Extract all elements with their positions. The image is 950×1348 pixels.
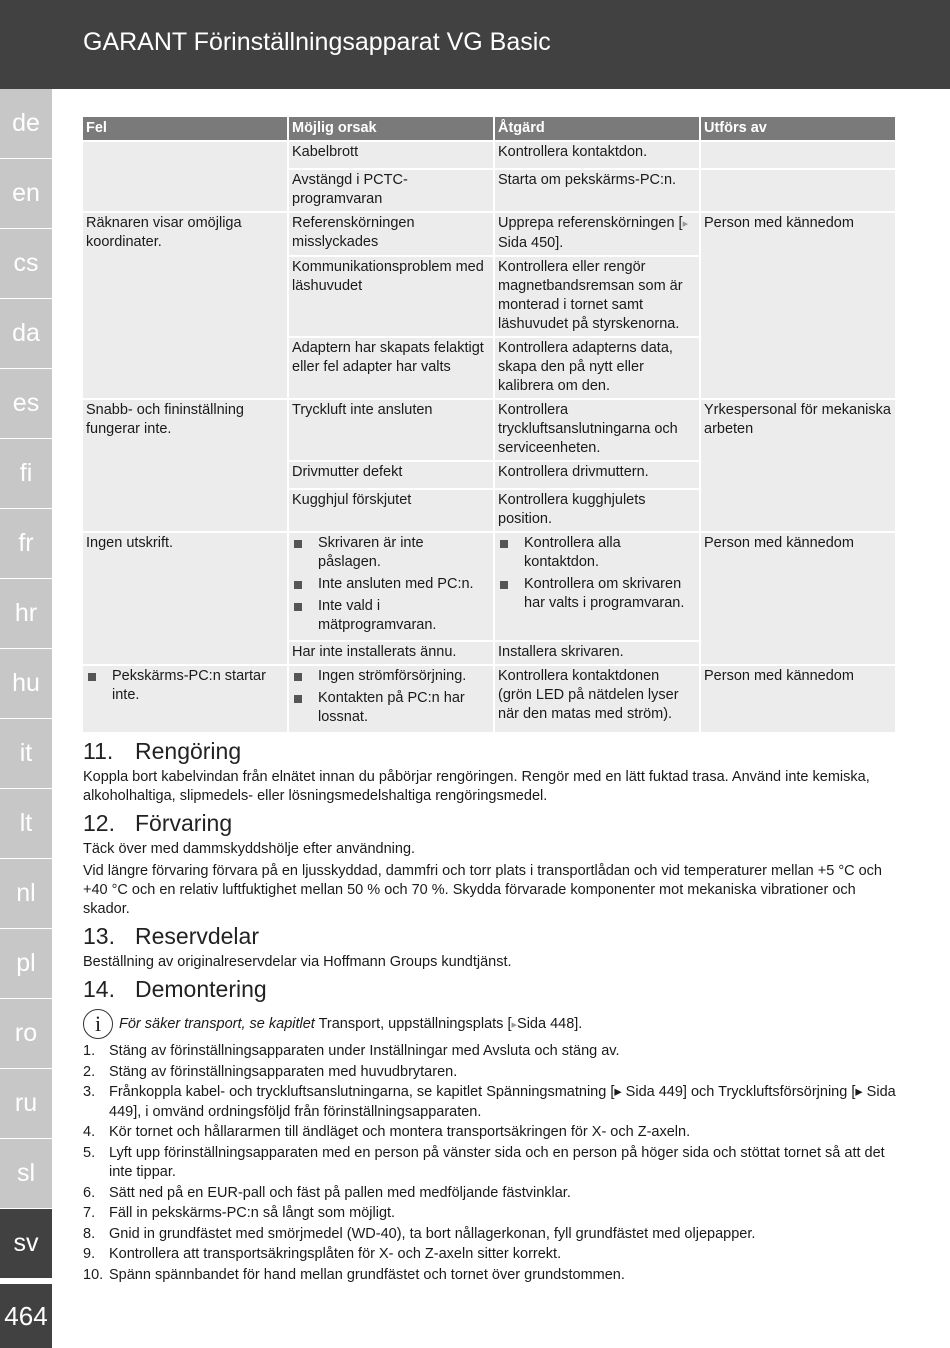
table-row [83, 666, 895, 732]
step-text: Lyft upp förinställningsapparaten med en person på vänster sida och en person på höger sida och stöttat tornet så att det inte tippar. [109, 1144, 885, 1180]
lang-tab-en[interactable]: en [0, 159, 52, 229]
cause-list [292, 667, 490, 727]
step-text: Frånkoppla kabel- och tryckluftsanslutningarna, se kapitlet Spänningsmatning [▸ Sida 449] och Tryckluftsförsörjning [▸ Sida 449], i omvänd ordningsföljd från förinställningsapparaten. [109, 1084, 896, 1120]
cell-text: Upprepa referenskörningen [ [498, 215, 683, 231]
table-row [83, 533, 895, 640]
table-cell: Snabb- och fininställning fungerar inte. [83, 400, 287, 531]
section-paragraph: Beställning av originalreservdelar via Hoffmann Groups kundtjänst. [83, 954, 512, 970]
table-cell: Referenskörningen misslyckades [289, 213, 493, 255]
section-heading-rengoring [83, 738, 899, 765]
step-number: 4. [83, 1124, 96, 1140]
step-number: 6. [83, 1184, 96, 1201]
list-item: Ingen strömförsörjning. [292, 667, 490, 686]
table-cell: Person med kännedom [701, 533, 895, 664]
lang-tab-ro[interactable]: ro [0, 999, 52, 1069]
lang-tab-fi[interactable]: fi [0, 439, 52, 509]
step-text: Stäng av förinställningsapparaten under Inställningar med Avsluta och stäng av. [109, 1043, 620, 1059]
section-heading-demontering [83, 976, 899, 1003]
demontering-steps [83, 1042, 899, 1285]
table-row [83, 400, 895, 460]
table-cell [83, 666, 287, 732]
section-paragraph: Täck över med dammskyddshölje efter användning. [83, 841, 416, 857]
lang-tab-ru[interactable]: ru [0, 1069, 52, 1139]
document-title: GARANT Förinställningsapparat VG Basic [83, 28, 551, 56]
table-cell [83, 142, 287, 211]
lang-tab-nl[interactable]: nl [0, 859, 52, 929]
table-cell: Person med kännedom [701, 666, 895, 732]
list-item: Kontakten på PC:n har lossnat. [292, 689, 490, 727]
table-cell: Yrkespersonal för mekaniska arbeten [701, 400, 895, 531]
step-text: Spänn spännbandet för hand mellan grundfästet och tornet över grundstommen. [109, 1266, 625, 1283]
troubleshooting-table [81, 115, 897, 734]
list-item [83, 1266, 899, 1286]
table-cell: Kontrollera adapterns data, skapa den på nytt eller kalibrera om den. [495, 338, 699, 398]
step-number: 10. [83, 1266, 104, 1283]
list-item [83, 1063, 899, 1083]
table-cell: Kontrollera drivmuttern. [495, 462, 699, 488]
section-paragraph: Vid längre förvaring förvara på en ljusskyddad, dammfri och torr plats i transportlådan och vid temperaturer mellan +5 °C och +40 °C och en relativ luftfuktighet mellan 50 % och 70 %. Skydda förvarade komponenter mot mekaniska vibrationer och skador. [83, 863, 882, 917]
table-cell [289, 666, 493, 732]
column-header-fel: Fel [83, 117, 287, 140]
step-number: 7. [83, 1205, 96, 1221]
info-note [83, 1009, 899, 1039]
section-number: 14. [83, 976, 115, 1002]
list-item [83, 1042, 899, 1062]
table-cell [701, 170, 895, 211]
column-header-orsak: Möjlig orsak [289, 117, 493, 140]
table-cell: Kabelbrott [289, 142, 493, 168]
step-number: 2. [83, 1063, 96, 1080]
list-item [83, 1123, 899, 1143]
list-item [83, 1245, 899, 1265]
lang-tab-de[interactable]: de [0, 89, 52, 159]
list-item [83, 1225, 899, 1245]
table-cell: Har inte installerats ännu. [289, 642, 493, 664]
step-number: 8. [83, 1225, 96, 1242]
step-number: 1. [83, 1043, 96, 1059]
step-text: Stäng av förinställningsapparaten med huvudbrytaren. [109, 1063, 458, 1080]
table-cell: Kontrollera kontaktdon. [495, 142, 699, 168]
table-cell [701, 142, 895, 168]
lang-tab-hr[interactable]: hr [0, 579, 52, 649]
table-cell: Kugghjul förskjutet [289, 490, 493, 531]
section-heading-forvaring [83, 810, 899, 837]
section-number: 13. [83, 923, 115, 949]
language-tabs [0, 89, 52, 1279]
list-item: Inte vald i mätprogramvaran. [292, 597, 490, 635]
section-title: Rengöring [135, 738, 242, 764]
list-item: Inte ansluten med PC:n. [292, 575, 490, 594]
table-cell: Adaptern har skapats felaktigt eller fel adapter har valts [289, 338, 493, 398]
table-cell [289, 533, 493, 640]
table-cell: Ingen utskrift. [83, 533, 287, 664]
triangle-arrow-icon: ▸ [682, 218, 689, 230]
lang-tab-da[interactable]: da [0, 299, 52, 369]
section-number: 12. [83, 810, 115, 836]
list-item [83, 1144, 899, 1183]
step-text: Sätt ned på en EUR-pall och fäst på pallen med medföljande fästvinklar. [109, 1184, 571, 1201]
lang-tab-sv[interactable]: sv [0, 1209, 52, 1279]
table-cell: Kontrollera tryckluftsanslutningarna och serviceenheten. [495, 400, 699, 460]
section-heading-reservdelar [83, 923, 899, 950]
triangle-arrow-icon: ▸ [511, 1018, 518, 1031]
list-item: Skrivaren är inte påslagen. [292, 534, 490, 572]
main-content [83, 115, 899, 1286]
table-cell: Installera skrivaren. [495, 642, 699, 664]
table-cell: Kontrollera eller rengör magnetbandsremsan som är monterad i tornet samt läshuvudet på styrskenorna. [495, 257, 699, 336]
table-row [83, 213, 895, 255]
note-text: Transport, uppställningsplats [ [314, 1016, 512, 1032]
page-reference-link[interactable]: Sida 450]. [498, 235, 564, 251]
table-cell: Kontrollera kontaktdonen (grön LED på nätdelen lyser när den matas med ström). [495, 666, 699, 732]
table-cell [495, 533, 699, 640]
step-text: Kontrollera att transportsäkringsplåten för X- och Z-axeln sitter korrekt. [109, 1246, 562, 1262]
list-item: Kontrollera alla kontaktdon. [498, 534, 696, 572]
table-cell: Starta om pekskärms-PC:n. [495, 170, 699, 211]
step-text: Kör tornet och hållararmen till ändläget och montera transportsäkringen för X- och Z-axeln. [109, 1124, 691, 1140]
step-text: Fäll in pekskärms-PC:n så långt som möjligt. [109, 1205, 396, 1221]
table-row [83, 142, 895, 168]
list-item: Kontrollera om skrivaren har valts i programvaran. [498, 575, 696, 613]
table-cell: Drivmutter defekt [289, 462, 493, 488]
page-header [0, 0, 950, 89]
action-list [498, 534, 696, 613]
lang-tab-cs[interactable]: cs [0, 229, 52, 299]
note-italic-text: För säker transport, se kapitlet [119, 1016, 315, 1032]
table-cell [495, 213, 699, 255]
section-number: 11. [83, 738, 114, 764]
lang-tab-sl[interactable]: sl [0, 1139, 52, 1209]
lang-tab-hu[interactable]: hu [0, 649, 52, 719]
table-cell: Kommunikationsproblem med läshuvudet [289, 257, 493, 336]
table-cell: Avstängd i PCTC-programvaran [289, 170, 493, 211]
table-cell: Räknaren visar omöjliga koordinater. [83, 213, 287, 398]
section-paragraph: Koppla bort kabelvindan från elnätet innan du påbörjar rengöringen. Rengör med en lätt fuktad trasa. Använd inte kemiska, alkoholhaltiga, slipmedels- eller lösningsmedelshaltiga rengöringsmedel. [83, 769, 870, 804]
info-circle-icon: i [83, 1009, 113, 1039]
lang-tab-es[interactable]: es [0, 369, 52, 439]
section-title: Reservdelar [135, 923, 259, 949]
lang-tab-pl[interactable]: pl [0, 929, 52, 999]
step-text: Gnid in grundfästet med smörjmedel (WD-40), ta bort nållagerkonan, fyll grundfästet med oljepapper. [109, 1225, 756, 1242]
step-number: 3. [83, 1084, 96, 1100]
table-cell: Tryckluft inte ansluten [289, 400, 493, 460]
column-header-utfors: Utförs av [701, 117, 895, 140]
fault-list [86, 667, 284, 705]
list-item [83, 1184, 899, 1204]
cause-list [292, 534, 490, 635]
step-number: 9. [83, 1246, 96, 1262]
column-header-atgard: Åtgärd [495, 117, 699, 140]
section-title: Demontering [135, 976, 267, 1002]
lang-tab-lt[interactable]: lt [0, 789, 52, 859]
page-reference-link[interactable]: Sida 448]. [517, 1016, 583, 1032]
table-cell: Kontrollera kugghjulets position. [495, 490, 699, 531]
table-header-row [83, 117, 895, 140]
step-number: 5. [83, 1144, 96, 1161]
lang-tab-fr[interactable]: fr [0, 509, 52, 579]
lang-tab-it[interactable]: it [0, 719, 52, 789]
section-title: Förvaring [135, 810, 233, 836]
list-item: Pekskärms-PC:n startar inte. [86, 667, 284, 705]
list-item [83, 1204, 899, 1224]
list-item [83, 1083, 899, 1122]
table-cell: Person med kännedom [701, 213, 895, 398]
page-number: 464 [0, 1284, 52, 1348]
